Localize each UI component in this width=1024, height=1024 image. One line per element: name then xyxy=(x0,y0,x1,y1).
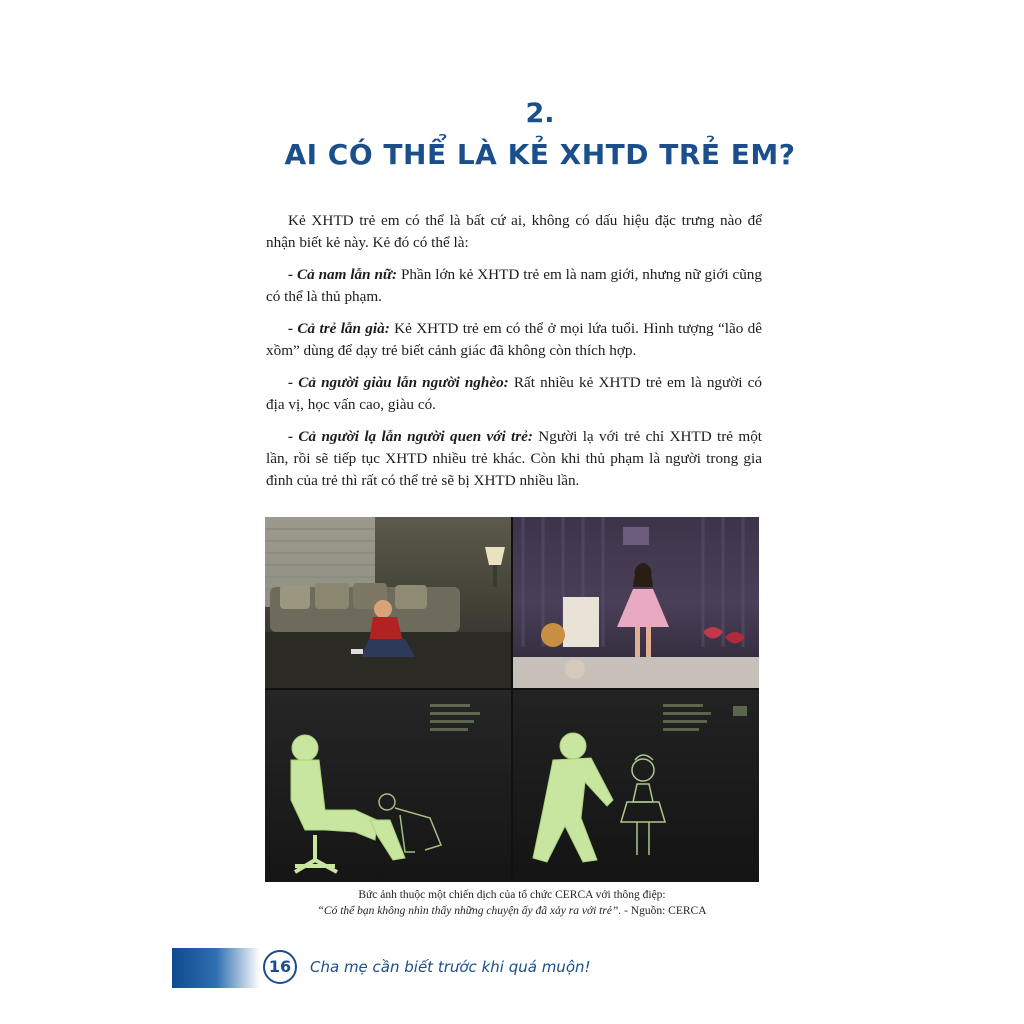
paragraph-age: - Cả trẻ lẫn già: Kẻ XHTD trẻ em có thể ở mọi lứa tuổi. Hình tượng “lão dê xồm” dùng để dạy trẻ biết cảnh giác đã không còn thích hợp. xyxy=(266,320,762,359)
paragraph-lead: - Cả người giàu lẫn người nghèo: xyxy=(288,374,509,391)
photo-panel-girl-room xyxy=(513,517,759,688)
paragraph-wealth: - Cả người giàu lẫn người nghèo: Rất nhiều kẻ XHTD trẻ em là người có địa vị, học vấn cao, giàu có. xyxy=(266,374,762,413)
section-number: 2. xyxy=(525,98,555,129)
photo-caption: Bức ảnh thuộc một chiến dịch của tổ chức CERCA với thông điệp: xyxy=(358,889,666,901)
photo-panel-man-silhouette xyxy=(265,690,511,882)
campaign-photo xyxy=(265,517,759,882)
paragraph-intro: Kẻ XHTD trẻ em có thể là bất cứ ai, không có dấu hiệu đặc trưng nào để nhận biết kẻ này. Kẻ đó có thể là: xyxy=(266,212,762,251)
photo-caption-quote xyxy=(265,905,759,917)
paragraph-lead: - Cả người lạ lẫn người quen với trẻ: xyxy=(288,428,533,445)
paragraph-familiarity: - Cả người lạ lẫn người quen với trẻ: Người lạ với trẻ chỉ XHTD trẻ một lần, rồi sẽ tiếp tục XHTD nhiều trẻ khác. Còn khi thủ phạm là người trong gia đình của trẻ thì rất có thể trẻ sẽ bị XHTD nhiều lần. xyxy=(266,428,763,489)
photo-panel-girl-silhouette xyxy=(513,690,759,882)
caption-quote: “Có thể bạn không nhìn thấy những chuyện ấy đã xảy ra với trẻ”. xyxy=(317,905,622,917)
page-number: 16 xyxy=(263,950,297,984)
paragraph-gender: - Cả nam lẫn nữ: Phần lớn kẻ XHTD trẻ em là nam giới, nhưng nữ giới cũng có thể là thủ phạm. xyxy=(266,266,762,305)
paragraph-lead: - Cả nam lẫn nữ: xyxy=(288,266,398,283)
footer-accent-bar xyxy=(172,948,260,988)
footer-book-title: Cha mẹ cần biết trước khi quá muộn! xyxy=(310,958,591,976)
section-title: AI CÓ THỂ LÀ KẺ XHTD TRẺ EM? xyxy=(284,138,796,171)
body-text xyxy=(266,210,762,502)
photo-panel-boy-room xyxy=(265,517,511,688)
caption-source: - Nguồn: CERCA xyxy=(621,905,707,917)
paragraph-lead: - Cả trẻ lẫn già: xyxy=(288,320,390,337)
